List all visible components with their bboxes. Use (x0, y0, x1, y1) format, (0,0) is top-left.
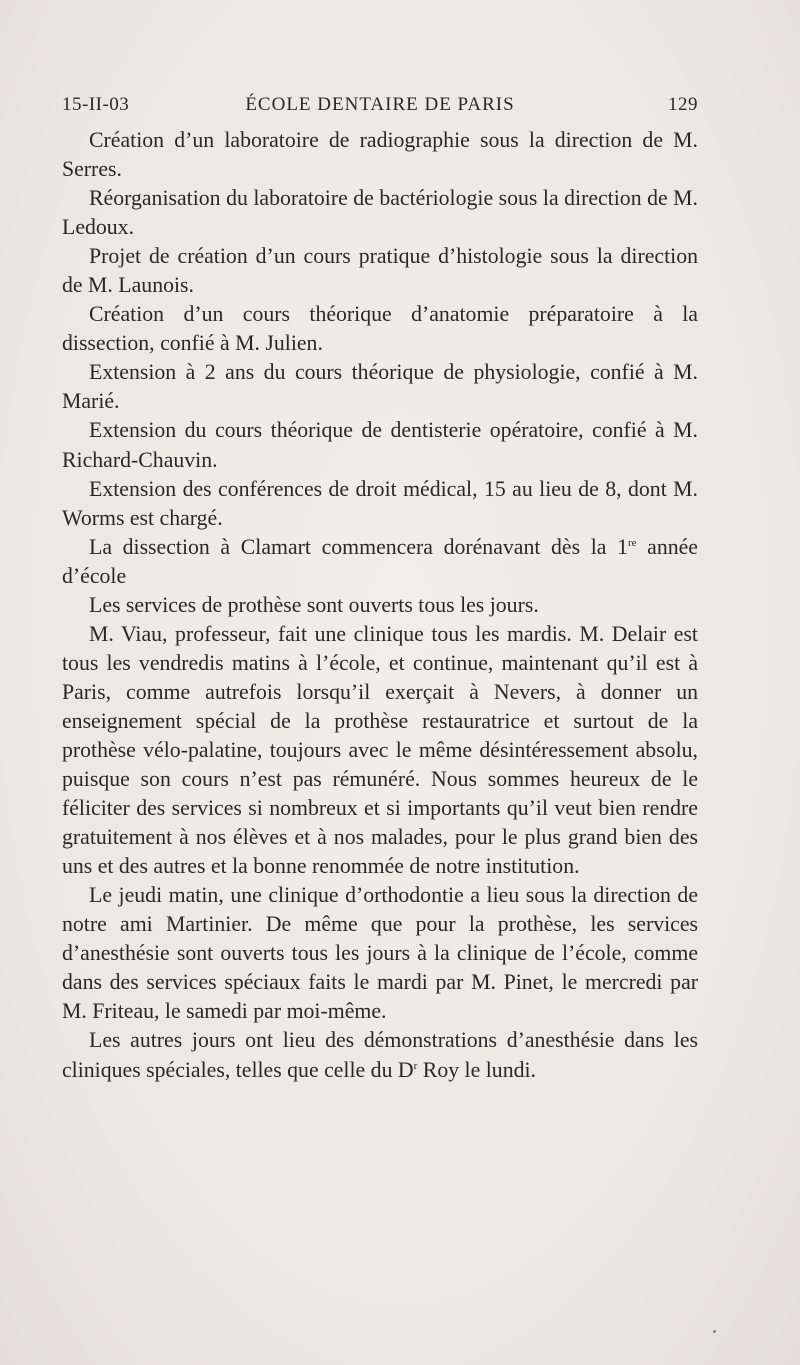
paragraph: Le jeudi matin, une clinique d’orthodontie a lieu sous la direction de notre ami Martinier. De même que pour la prothèse, les services d’anesthésie sont ouverts tous les jours à la clinique de l’école, comme dans des services spéciaux faits le mardi par M. Pinet, le mercredi par M. Friteau, le samedi par moi-même. (62, 883, 698, 1024)
paragraph-text: année d’école (62, 534, 698, 588)
page-body (62, 126, 698, 1085)
paper-speck (713, 1330, 716, 1333)
paragraph: Création d’un laboratoire de radiographie sous la direction de M. Serres. (62, 128, 698, 182)
page-number: 129 (668, 94, 698, 115)
paragraph-text: Les autres jours ont lieu des démonstrations d’anesthésie dans les cliniques spéciales, telles que celle du D (62, 1028, 698, 1082)
paragraph: M. Viau, professeur, fait une clinique tous les mardis. M. Delair est tous les vendredis matins à l’école, et continue, maintenant qu’il est à Paris, comme autrefois lorsqu’il exerçait à Nevers, à donner un enseignement spécial de la prothèse restauratrice et surtout de la prothèse vélo-palatine, toujours avec le même désintéressement absolu, puisque son cours n’est pas rémunéré. Nous sommes heureux de le féliciter des services si nombreux et si importants qu’il veut bien rendre gratuitement à nos élèves et à nos malades, pour le plus grand bien des uns et des autres et la bonne renommée de notre institution. (62, 621, 698, 879)
paragraph: Extension du cours théorique de dentisterie opératoire, confié à M. Richard-Chauvin. (62, 418, 698, 472)
paragraph: Projet de création d’un cours pratique d’histologie sous la direction de M. Launois. (62, 244, 698, 298)
running-header (62, 94, 698, 124)
paragraph: Réorganisation du laboratoire de bactériologie sous la direction de M. Ledoux. (62, 186, 698, 240)
header-title: ÉCOLE DENTAIRE DE PARIS (245, 94, 515, 115)
paragraph (62, 533, 698, 591)
paragraph: Les services de prothèse sont ouverts tous les jours. (89, 592, 539, 617)
paragraph: Extension à 2 ans du cours théorique de physiologie, confié à M. Marié. (62, 360, 698, 414)
paragraph-text: Roy le lundi. (417, 1057, 536, 1082)
paragraph-text: La dissection à Clamart commencera dorénavant dès la 1 (89, 534, 628, 559)
ordinal-superscript: re (627, 536, 637, 549)
paragraph (62, 1026, 698, 1084)
paragraph: Extension des conférences de droit médical, 15 au lieu de 8, dont M. Worms est chargé. (62, 476, 698, 530)
header-date: 15-II-03 (62, 94, 130, 115)
paragraph: Création d’un cours théorique d’anatomie préparatoire à la dissection, confié à M. Julien. (62, 302, 698, 356)
title-superscript: r (413, 1059, 418, 1072)
